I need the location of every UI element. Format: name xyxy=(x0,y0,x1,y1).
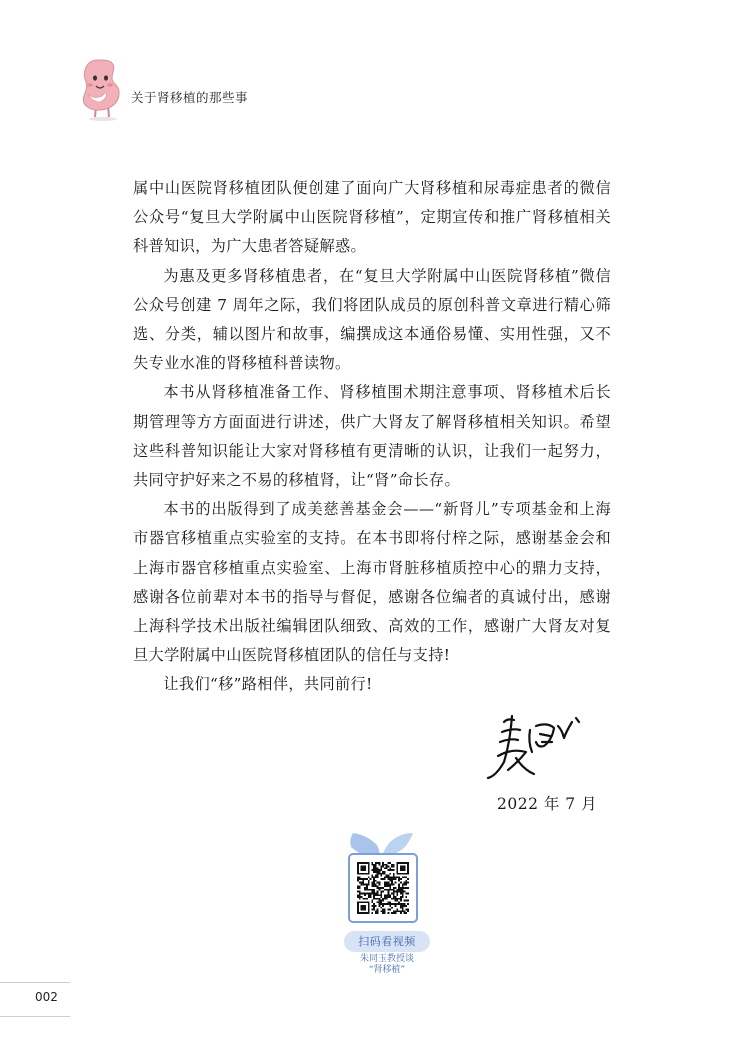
paragraph: 属中山医院肾移植团队便创建了面向广大肾移植和尿毒症患者的微信公众号“复旦大学附属中山医院肾移植”，定期宣传和推广肾移植相关科普知识，为广大患者答疑解惑。 xyxy=(133,179,611,256)
paragraph: 本书的出版得到了成美慈善基金会——“新肾儿”专项基金和上海市器官移植重点实验室的支持。在本书即将付梓之际，感谢基金会和上海市器官移植重点实验室、上海市肾脏移植质控中心的鼎力支持，感谢各位前辈对本书的指导与督促，感谢各位编者的真诚付出，感谢上海科学技术出版社编辑团队细致、高效的工作，感谢广大肾友对复旦大学附属中山医院肾移植团队的信任与支持! xyxy=(133,500,611,665)
page-number: 002 xyxy=(35,990,58,1004)
page-number-rule xyxy=(0,1016,70,1017)
paragraph: 让我们“移”路相伴，共同前行! xyxy=(163,675,373,694)
running-header-title: 关于肾移植的那些事 xyxy=(131,90,249,105)
paragraph: 为惠及更多肾移植患者，在“复旦大学附属中山医院肾移植”微信公众号创建 7 周年之际，我们将团队成员的原创科普文章进行精心筛选、分类，辅以图片和故事，编撰成这本通俗易懂、实用性强，又不失专业水准的肾移植科普读物。 xyxy=(133,266,611,373)
qr-caption xyxy=(334,954,440,976)
qr-code-frame[interactable] xyxy=(348,853,418,923)
handwritten-signature xyxy=(482,712,582,784)
qr-caption-line: 朱同玉教授谈 xyxy=(359,954,414,964)
preface-body xyxy=(133,174,611,700)
kidney-mascot-icon xyxy=(78,56,128,122)
scan-video-button[interactable]: 扫码看视频 xyxy=(344,931,430,952)
paragraph: 本书从肾移植准备工作、肾移植围术期注意事项、肾移植术后长期管理等方方面面进行讲述，供广大肾友了解肾移植相关知识。希望这些科普知识能让大家对肾移植有更清晰的认识，让我们一起努力，共同守护好来之不易的移植肾，让“肾”命长存。 xyxy=(133,383,611,490)
page-number-rule xyxy=(0,982,70,983)
qr-caption-line: “肾移植” xyxy=(368,965,406,975)
signature-date: 2022 年 7 月 xyxy=(497,795,598,813)
qr-code-icon xyxy=(357,862,409,914)
